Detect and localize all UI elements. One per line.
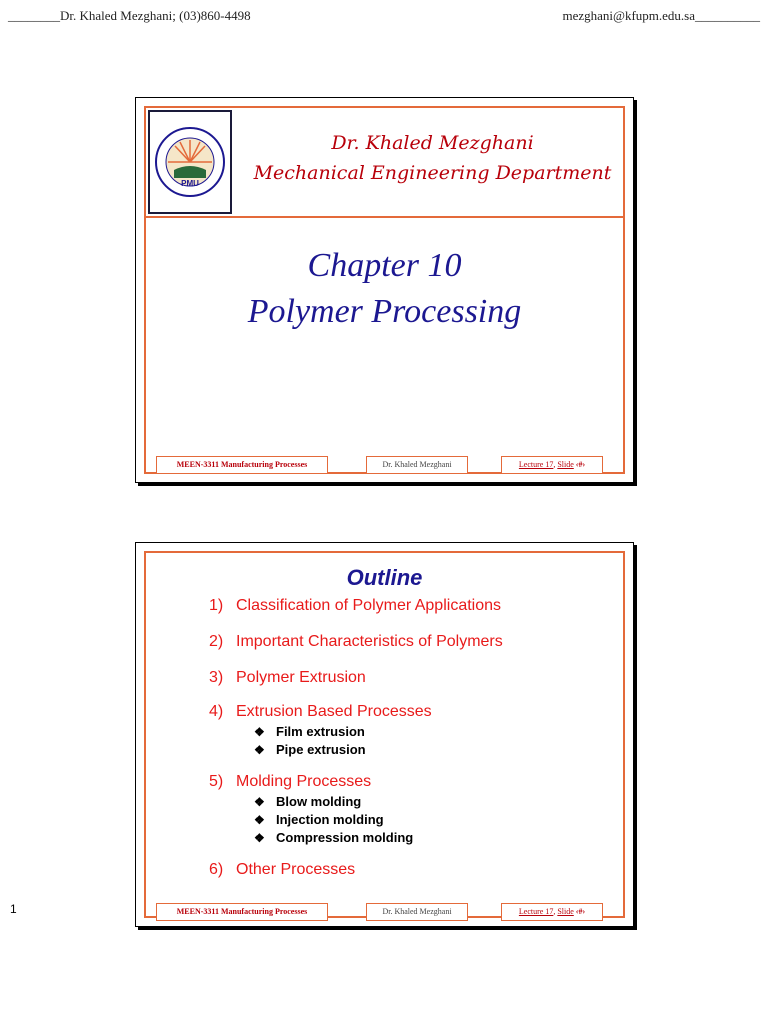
outline-item (209, 773, 503, 791)
outline-subitem (254, 723, 503, 741)
slide-footer (156, 903, 603, 921)
slide-header-band (144, 106, 625, 218)
footer-course: MEEN-3311 Manufacturing Processes (156, 903, 328, 921)
department-name: Mechanical Engineering Department (253, 162, 612, 184)
outline-item (209, 703, 503, 721)
outline-subitem (254, 811, 503, 829)
outline-item-number: 5) (209, 773, 224, 790)
footer-lecture-link[interactable]: Lecture 17 (518, 460, 554, 469)
outline-subitem-label: Pipe extrusion (276, 742, 366, 757)
footer-slide-num: ‹#› (575, 907, 586, 916)
page-number: 1 (10, 902, 17, 916)
diamond-bullet-icon: ❖ (254, 795, 265, 809)
outline-item (209, 633, 503, 651)
diamond-bullet-icon: ❖ (254, 831, 265, 845)
outline-subitem (254, 829, 503, 847)
chapter-number: Chapter 10 (307, 247, 462, 284)
outline-item-number: 2) (209, 633, 224, 650)
outline-item (209, 597, 503, 615)
title-slide (135, 97, 634, 483)
footer-professor: Dr. Khaled Mezghani (366, 456, 468, 474)
footer-lecture-link[interactable]: Lecture 17 (518, 907, 554, 916)
footer-professor: Dr. Khaled Mezghani (366, 903, 468, 921)
outline-title: Outline (346, 565, 423, 590)
outline-item-label: Classification of Polymer Applications (236, 597, 502, 614)
header-contact: ________Dr. Khaled Mezghani; (03)860-4498 (8, 8, 251, 23)
outline-subitem-label: Blow molding (276, 794, 362, 809)
outline-item-label: Molding Processes (236, 773, 372, 790)
logo-text: PMU (181, 179, 199, 188)
outline-subitem (254, 741, 503, 759)
author-name: Dr. Khaled Mezghani (331, 132, 534, 154)
slide-footer (156, 456, 603, 474)
outline-item-number: 1) (209, 597, 224, 614)
header-email: mezghani@kfupm.edu.sa__________ (562, 8, 760, 23)
university-logo-icon (148, 110, 232, 214)
outline-subitem-label: Compression molding (276, 830, 414, 845)
outline-subitem-label: Injection molding (276, 812, 384, 827)
page-header (8, 8, 760, 24)
chapter-title (144, 243, 625, 335)
diamond-bullet-icon: ❖ (254, 743, 265, 757)
diamond-bullet-icon: ❖ (254, 725, 265, 739)
footer-slide-num: ‹#› (575, 460, 586, 469)
author-block (240, 128, 625, 188)
footer-course: MEEN-3311 Manufacturing Processes (156, 456, 328, 474)
outline-item (209, 669, 503, 687)
diamond-bullet-icon: ❖ (254, 813, 265, 827)
footer-slide-link[interactable]: Slide (557, 907, 574, 916)
outline-list (209, 597, 503, 879)
outline-item-number: 6) (209, 861, 224, 878)
logo-graphic (150, 112, 230, 212)
outline-item-label: Polymer Extrusion (236, 669, 366, 686)
outline-item-label: Other Processes (236, 861, 356, 878)
outline-slide (135, 542, 634, 927)
footer-slide-number: Lecture 17, Slide ‹#› (501, 456, 603, 474)
outline-item-label: Extrusion Based Processes (236, 703, 432, 720)
outline-subitem (254, 793, 503, 811)
outline-item (209, 861, 503, 879)
outline-item-number: 3) (209, 669, 224, 686)
footer-slide-link[interactable]: Slide (557, 460, 574, 469)
chapter-topic: Polymer Processing (247, 293, 522, 330)
outline-item-label: Important Characteristics of Polymers (236, 633, 503, 650)
footer-slide-number: Lecture 17, Slide ‹#› (501, 903, 603, 921)
outline-subitem-label: Film extrusion (276, 724, 365, 739)
outline-item-number: 4) (209, 703, 224, 720)
